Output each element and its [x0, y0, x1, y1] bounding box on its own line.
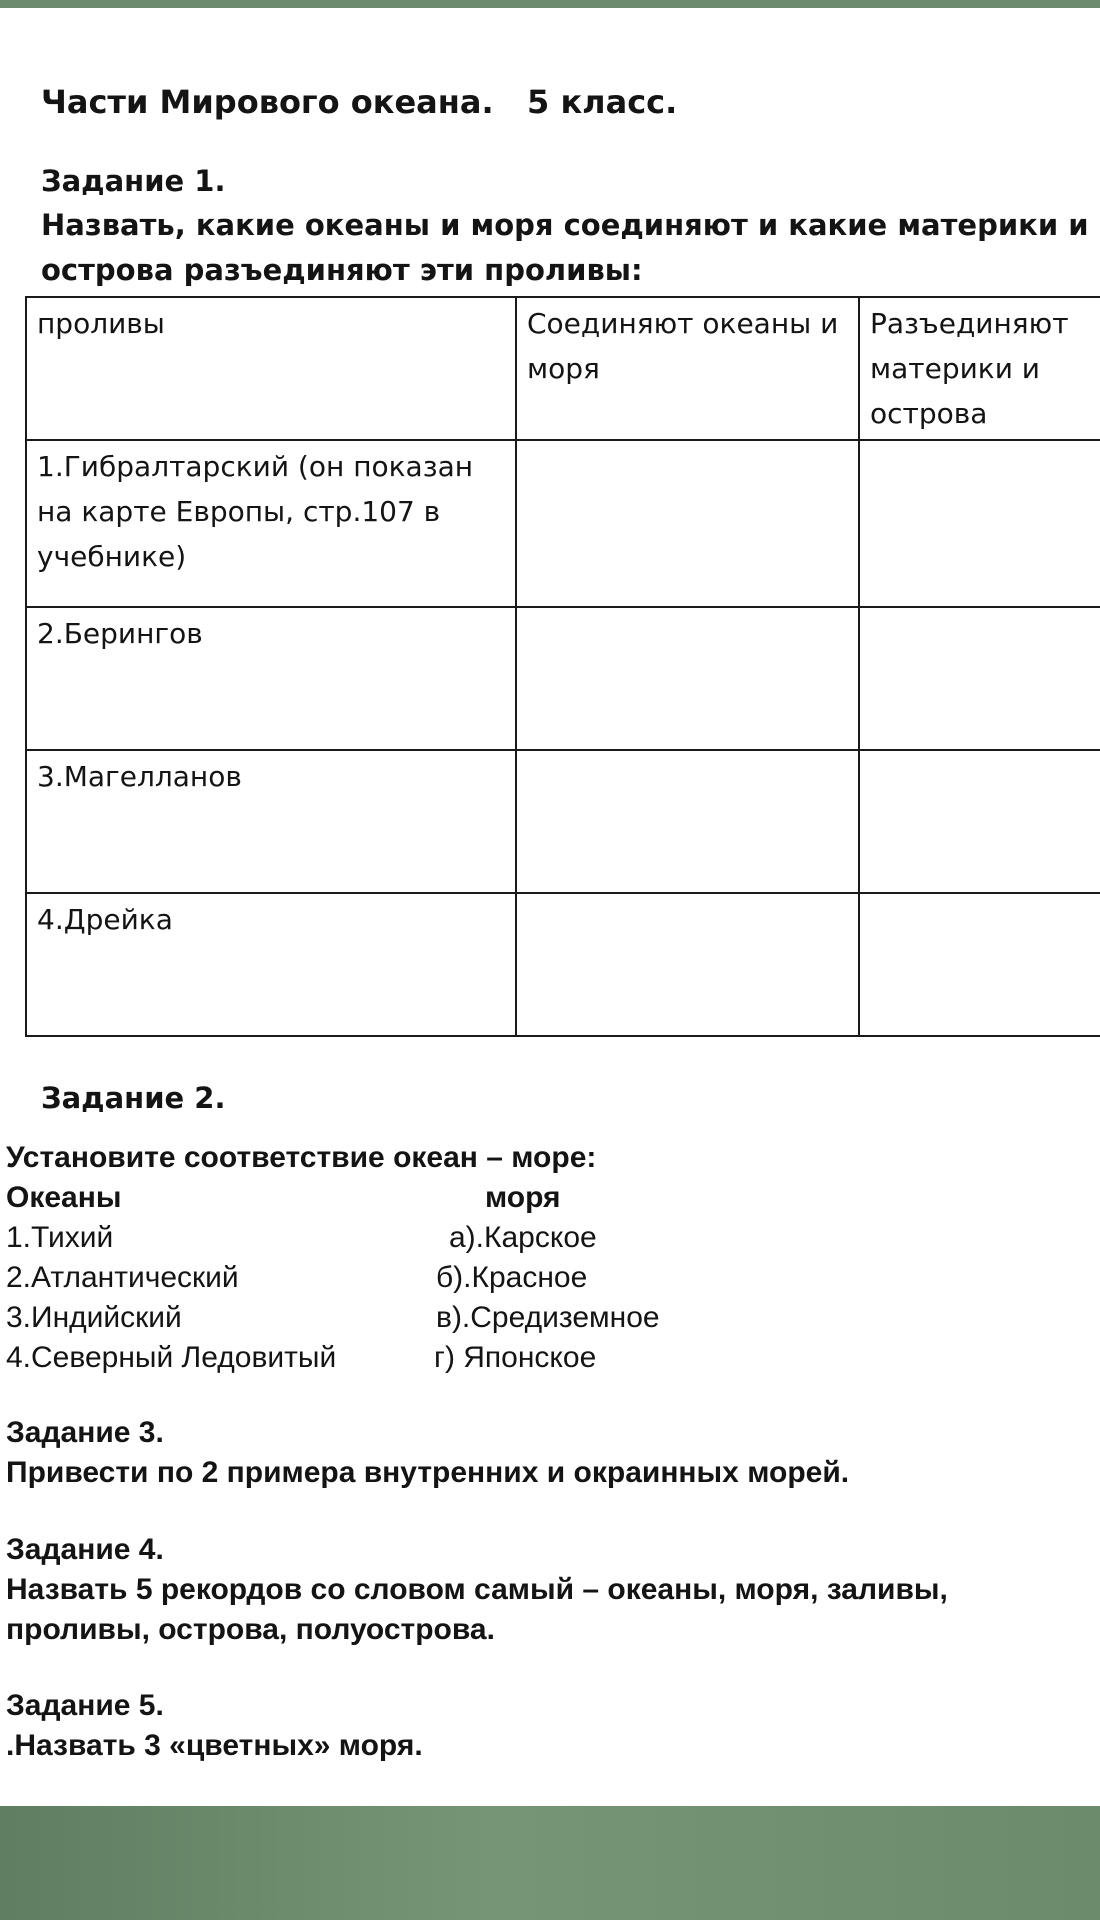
task3-text: Привести по 2 примера внутренних и окраинных морей.	[6, 1456, 850, 1489]
seas-column-header: моря	[485, 1181, 561, 1214]
sea-list-item: г) Японское	[434, 1341, 597, 1374]
bottom-background-band	[0, 1806, 1100, 1920]
strait-name-cell: 2.Берингов	[26, 607, 516, 750]
task5-text: .Назвать 3 «цветных» моря.	[6, 1729, 423, 1762]
sea-list-item: в).Средиземное	[436, 1301, 660, 1334]
separate-answer-cell	[859, 607, 1100, 750]
sea-list-item: б).Красное	[436, 1261, 588, 1294]
table-header-row	[26, 297, 1100, 440]
sea-list-item: а).Карское	[449, 1221, 597, 1254]
separate-answer-cell	[859, 893, 1100, 1036]
worksheet-page	[0, 8, 1100, 1806]
table-header-separate: Разъединяют материки и острова	[859, 297, 1100, 440]
task5-heading: Задание 5.	[6, 1689, 164, 1722]
oceans-column-header: Океаны	[6, 1181, 122, 1214]
table-row	[26, 440, 1100, 607]
connect-answer-cell	[516, 893, 859, 1036]
separate-answer-cell	[859, 750, 1100, 893]
connect-answer-cell	[516, 440, 859, 607]
task4-text: Назвать 5 рекордов со словом самый – океаны, моря, заливы, проливы, острова, полуострова.	[6, 1573, 948, 1646]
table-header-straits: проливы	[26, 297, 516, 440]
top-background-strip	[0, 0, 1100, 8]
table-row	[26, 607, 1100, 750]
page-title: Части Мирового океана. 5 класс.	[41, 83, 678, 121]
table-row	[26, 893, 1100, 1036]
ocean-list-item: 1.Тихий	[6, 1221, 114, 1254]
table-row	[26, 750, 1100, 893]
table-header-connect: Соединяют океаны и моря	[516, 297, 859, 440]
worksheet-part-a	[41, 80, 1100, 293]
ocean-list-item: 4.Северный Ледовитый	[6, 1341, 337, 1374]
strait-name-cell: 1.Гибралтарский (он показан на карте Европы, стр.107 в учебнике)	[26, 440, 516, 607]
connect-answer-cell	[516, 750, 859, 893]
ocean-list-item: 2.Атлантический	[6, 1261, 239, 1294]
task4-heading: Задание 4.	[6, 1533, 164, 1566]
connect-answer-cell	[516, 607, 859, 750]
task2-instruction: Установите соответствие океан – море:	[6, 1141, 597, 1174]
task1-text: Назвать, какие океаны и моря соединяют и какие материки и острова разъединяют эти проливы:	[41, 208, 1089, 287]
strait-name-cell: 4.Дрейка	[26, 893, 516, 1036]
strait-name-cell: 3.Магелланов	[26, 750, 516, 893]
task3-heading: Задание 3.	[6, 1416, 164, 1449]
ocean-list-item: 3.Индийский	[6, 1301, 182, 1334]
separate-answer-cell	[859, 440, 1100, 607]
task2-heading: Задание 2.	[41, 1081, 226, 1115]
task1-heading: Задание 1.	[41, 164, 226, 198]
straits-table	[25, 296, 1100, 1037]
